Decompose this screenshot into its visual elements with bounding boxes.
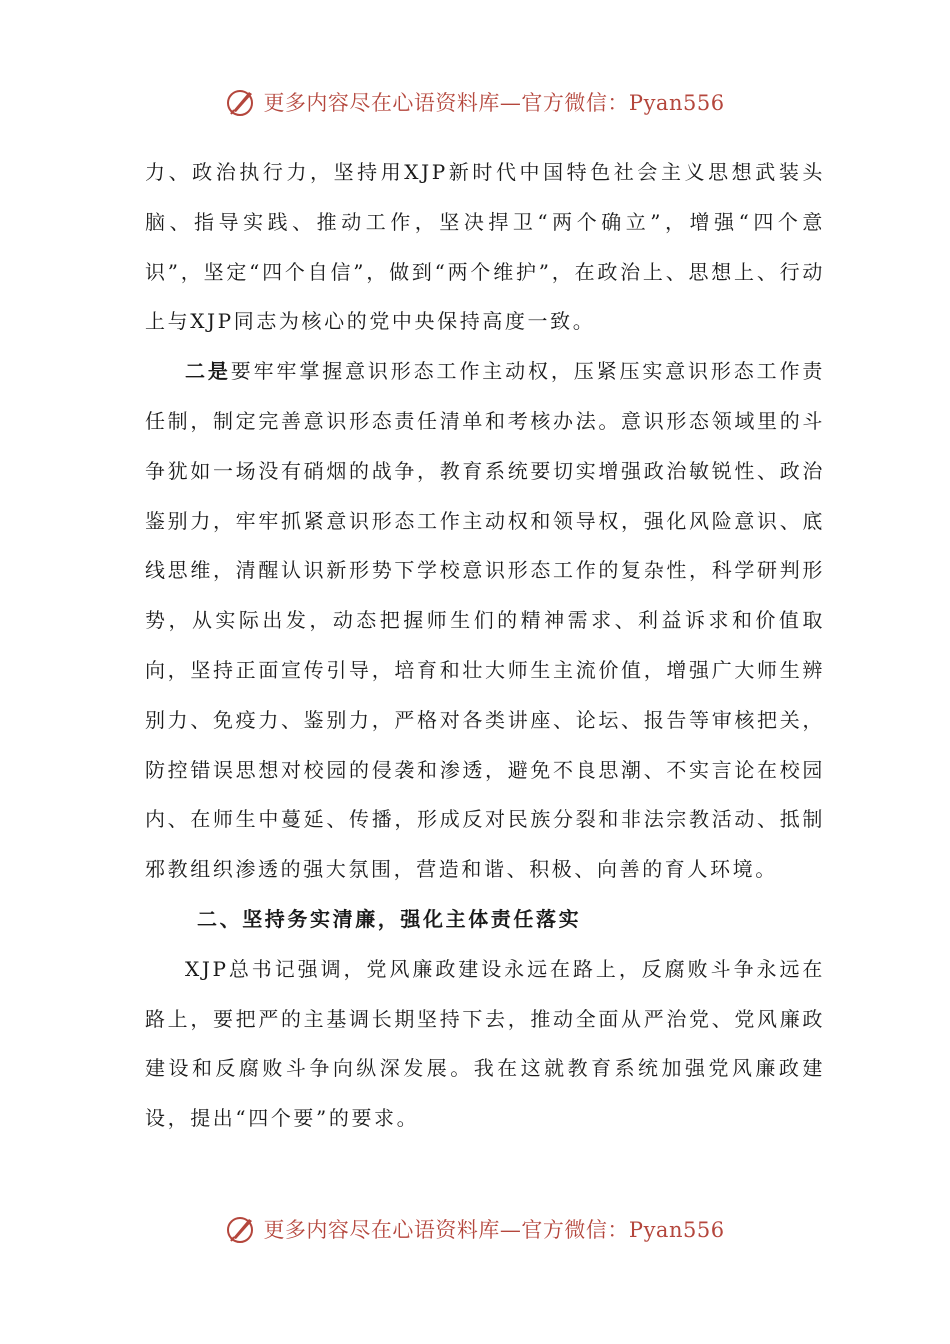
document-body: [145, 148, 825, 1144]
paragraph-lead: 二是: [185, 359, 231, 384]
quill-pen-logo-icon: [225, 1213, 257, 1245]
header-banner-text: 更多内容尽在心语资料库—官方微信：Pyan556: [263, 91, 725, 115]
quill-pen-logo-icon: [225, 86, 257, 118]
footer-banner: [0, 1209, 950, 1249]
footer-banner-text: 更多内容尽在心语资料库—官方微信：Pyan556: [263, 1218, 725, 1242]
section-heading: 二、坚持务实清廉，强化主体责任落实: [197, 906, 582, 931]
header-banner: [0, 82, 950, 122]
paragraph-point-two: [145, 347, 825, 895]
paragraph-text: 要牢牢掌握意识形态工作主动权，压紧压实意识形态工作责任制，制定完善意识形态责任清单和考核办法。意识形态领域里的斗争犹如一场没有硝烟的战争，教育系统要切实增强政治敏锐性、政治鉴别力，牢牢抓紧意识形态工作主动权和领导权，强化风险意识、底线思维，清醒认识新形势下学校意识形态工作的复杂性，科学研判形势，从实际出发，动态把握师生们的精神需求、利益诉求和价值取向，坚持正面宣传引导，培育和壮大师生主流价值，增强广大师生辨别力、免疫力、鉴别力，严格对各类讲座、论坛、报告等审核把关，防控错误思想对校园的侵袭和渗透，避免不良思潮、不实言论在校园内、在师生中蔓延、传播，形成反对民族分裂和非法宗教活动、抵制邪教组织渗透的强大氛围，营造和谐、积极、向善的育人环境。: [145, 359, 825, 882]
paragraph-section-intro: XJP总书记强调，党风廉政建设永远在路上，反腐败斗争永远在路上，要把严的主基调长期坚持下去，推动全面从严治党、党风廉政建设和反腐败斗争向纵深发展。我在这就教育系统加强党风廉政建设，提出“四个要”的要求。: [145, 956, 825, 1131]
paragraph-continued: 力、政治执行力，坚持用XJP新时代中国特色社会主义思想武装头脑、指导实践、推动工作，坚决捍卫“两个确立”，增强“四个意识”，坚定“四个自信”，做到“两个维护”，在政治上、思想上、行动上与XJP同志为核心的党中央保持高度一致。: [145, 160, 825, 334]
